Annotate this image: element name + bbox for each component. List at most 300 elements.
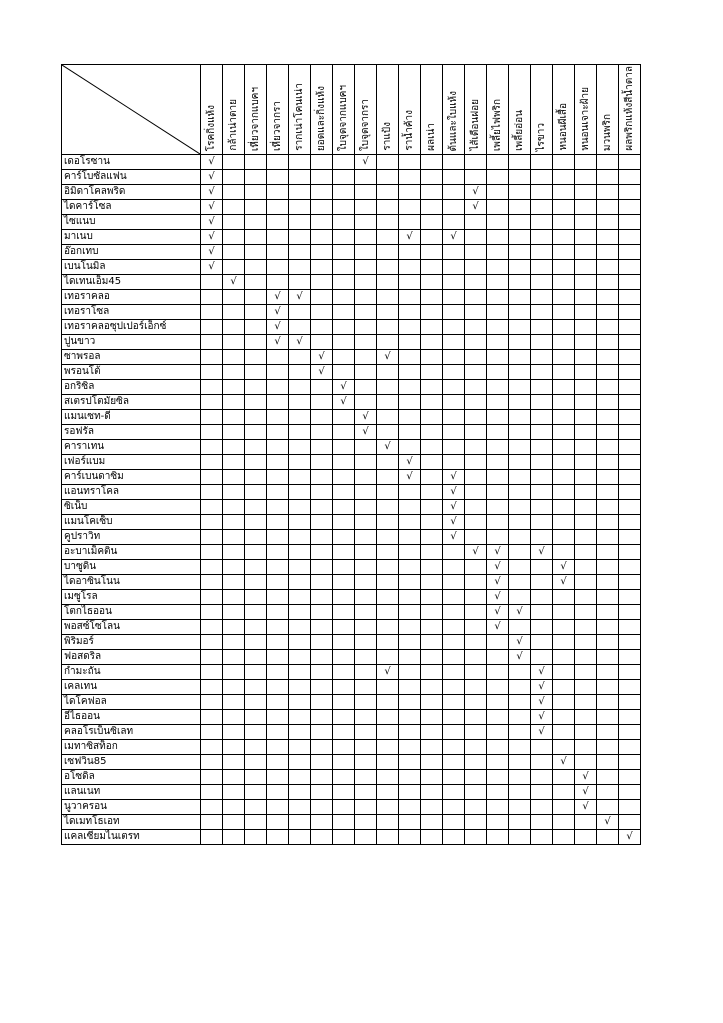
check-mark-cell: √ bbox=[531, 695, 553, 710]
empty-cell bbox=[333, 785, 355, 800]
chemical-name-cell: พิริมอร์ bbox=[62, 635, 201, 650]
empty-cell bbox=[223, 830, 245, 845]
empty-cell bbox=[311, 230, 333, 245]
empty-cell bbox=[597, 215, 619, 230]
empty-cell bbox=[531, 320, 553, 335]
empty-cell bbox=[355, 755, 377, 770]
empty-cell bbox=[399, 245, 421, 260]
empty-cell bbox=[399, 635, 421, 650]
empty-cell bbox=[201, 530, 223, 545]
empty-cell bbox=[377, 755, 399, 770]
empty-cell bbox=[399, 815, 421, 830]
empty-cell bbox=[597, 155, 619, 170]
empty-cell bbox=[289, 185, 311, 200]
check-mark-cell: √ bbox=[289, 335, 311, 350]
empty-cell bbox=[377, 590, 399, 605]
empty-cell bbox=[553, 545, 575, 560]
empty-cell bbox=[355, 245, 377, 260]
empty-cell bbox=[597, 485, 619, 500]
empty-cell bbox=[443, 755, 465, 770]
empty-cell bbox=[377, 515, 399, 530]
empty-cell bbox=[399, 755, 421, 770]
empty-cell bbox=[267, 830, 289, 845]
check-mark-cell: √ bbox=[465, 200, 487, 215]
empty-cell bbox=[201, 305, 223, 320]
empty-cell bbox=[421, 305, 443, 320]
empty-cell bbox=[465, 350, 487, 365]
empty-cell bbox=[201, 605, 223, 620]
empty-cell bbox=[223, 650, 245, 665]
empty-cell bbox=[421, 455, 443, 470]
empty-cell bbox=[245, 275, 267, 290]
empty-cell bbox=[201, 320, 223, 335]
empty-cell bbox=[289, 530, 311, 545]
empty-cell bbox=[531, 395, 553, 410]
empty-cell bbox=[487, 470, 509, 485]
empty-cell bbox=[289, 365, 311, 380]
empty-cell bbox=[245, 455, 267, 470]
table-row bbox=[62, 335, 641, 350]
empty-cell bbox=[223, 305, 245, 320]
empty-cell bbox=[509, 785, 531, 800]
empty-cell bbox=[377, 395, 399, 410]
chemical-name-cell: ซิเน็บ bbox=[62, 500, 201, 515]
empty-cell bbox=[487, 770, 509, 785]
empty-cell bbox=[553, 800, 575, 815]
empty-cell bbox=[333, 305, 355, 320]
empty-cell bbox=[575, 320, 597, 335]
empty-cell bbox=[399, 560, 421, 575]
check-mark-cell: √ bbox=[597, 815, 619, 830]
empty-cell bbox=[399, 485, 421, 500]
empty-cell bbox=[399, 545, 421, 560]
check-mark-cell: √ bbox=[267, 305, 289, 320]
column-header bbox=[487, 65, 509, 155]
empty-cell bbox=[223, 575, 245, 590]
column-header bbox=[619, 65, 641, 155]
check-mark-cell: √ bbox=[333, 380, 355, 395]
empty-cell bbox=[355, 215, 377, 230]
chemical-name-cell: อโซดิล bbox=[62, 770, 201, 785]
column-header-label: ไรขาว bbox=[535, 122, 547, 151]
empty-cell bbox=[619, 200, 641, 215]
table-row bbox=[62, 350, 641, 365]
empty-cell bbox=[619, 770, 641, 785]
empty-cell bbox=[245, 215, 267, 230]
empty-cell bbox=[355, 305, 377, 320]
empty-cell bbox=[421, 260, 443, 275]
empty-cell bbox=[443, 425, 465, 440]
empty-cell bbox=[553, 680, 575, 695]
empty-cell bbox=[619, 335, 641, 350]
empty-cell bbox=[421, 335, 443, 350]
empty-cell bbox=[377, 335, 399, 350]
empty-cell bbox=[289, 575, 311, 590]
empty-cell bbox=[421, 605, 443, 620]
empty-cell bbox=[619, 500, 641, 515]
empty-cell bbox=[575, 365, 597, 380]
empty-cell bbox=[421, 710, 443, 725]
empty-cell bbox=[443, 380, 465, 395]
empty-cell bbox=[421, 290, 443, 305]
empty-cell bbox=[311, 485, 333, 500]
table-row bbox=[62, 710, 641, 725]
table-row bbox=[62, 830, 641, 845]
empty-cell bbox=[289, 500, 311, 515]
empty-cell bbox=[465, 335, 487, 350]
chemical-name-cell: บาซูดิน bbox=[62, 560, 201, 575]
empty-cell bbox=[619, 305, 641, 320]
check-mark-cell: √ bbox=[553, 575, 575, 590]
empty-cell bbox=[267, 545, 289, 560]
empty-cell bbox=[223, 770, 245, 785]
empty-cell bbox=[597, 695, 619, 710]
empty-cell bbox=[267, 530, 289, 545]
empty-cell bbox=[289, 830, 311, 845]
empty-cell bbox=[399, 365, 421, 380]
empty-cell bbox=[399, 530, 421, 545]
empty-cell bbox=[355, 230, 377, 245]
column-header bbox=[223, 65, 245, 155]
empty-cell bbox=[223, 320, 245, 335]
empty-cell bbox=[289, 320, 311, 335]
empty-cell bbox=[509, 590, 531, 605]
empty-cell bbox=[487, 230, 509, 245]
empty-cell bbox=[531, 260, 553, 275]
empty-cell bbox=[223, 410, 245, 425]
empty-cell bbox=[377, 185, 399, 200]
empty-cell bbox=[443, 410, 465, 425]
empty-cell bbox=[443, 440, 465, 455]
empty-cell bbox=[619, 800, 641, 815]
empty-cell bbox=[465, 785, 487, 800]
empty-cell bbox=[531, 830, 553, 845]
check-mark-cell: √ bbox=[267, 290, 289, 305]
empty-cell bbox=[289, 665, 311, 680]
empty-cell bbox=[465, 155, 487, 170]
check-mark-cell: √ bbox=[201, 260, 223, 275]
empty-cell bbox=[531, 200, 553, 215]
empty-cell bbox=[443, 575, 465, 590]
empty-cell bbox=[311, 320, 333, 335]
empty-cell bbox=[201, 425, 223, 440]
empty-cell bbox=[443, 215, 465, 230]
empty-cell bbox=[487, 320, 509, 335]
empty-cell bbox=[619, 425, 641, 440]
empty-cell bbox=[201, 665, 223, 680]
empty-cell bbox=[575, 815, 597, 830]
empty-cell bbox=[421, 245, 443, 260]
empty-cell bbox=[377, 410, 399, 425]
empty-cell bbox=[443, 290, 465, 305]
empty-cell bbox=[597, 530, 619, 545]
empty-cell bbox=[597, 170, 619, 185]
chemical-name-cell: เทอราคลอ bbox=[62, 290, 201, 305]
chemical-name-cell: คาร์โบซัลแฟน bbox=[62, 170, 201, 185]
check-mark-cell: √ bbox=[377, 350, 399, 365]
empty-cell bbox=[311, 560, 333, 575]
empty-cell bbox=[597, 350, 619, 365]
empty-cell bbox=[487, 500, 509, 515]
empty-cell bbox=[355, 485, 377, 500]
empty-cell bbox=[465, 410, 487, 425]
empty-cell bbox=[289, 740, 311, 755]
empty-cell bbox=[267, 230, 289, 245]
empty-cell bbox=[553, 665, 575, 680]
empty-cell bbox=[487, 350, 509, 365]
chemical-name-cell: เบนโนมิล bbox=[62, 260, 201, 275]
empty-cell bbox=[311, 335, 333, 350]
empty-cell bbox=[421, 590, 443, 605]
empty-cell bbox=[421, 755, 443, 770]
table-row bbox=[62, 770, 641, 785]
empty-cell bbox=[201, 620, 223, 635]
empty-cell bbox=[531, 620, 553, 635]
empty-cell bbox=[245, 680, 267, 695]
empty-cell bbox=[421, 485, 443, 500]
empty-cell bbox=[597, 635, 619, 650]
empty-cell bbox=[575, 575, 597, 590]
empty-cell bbox=[377, 470, 399, 485]
empty-cell bbox=[355, 725, 377, 740]
empty-cell bbox=[399, 425, 421, 440]
empty-cell bbox=[421, 365, 443, 380]
empty-cell bbox=[531, 530, 553, 545]
empty-cell bbox=[465, 470, 487, 485]
empty-cell bbox=[443, 260, 465, 275]
empty-cell bbox=[267, 245, 289, 260]
empty-cell bbox=[531, 215, 553, 230]
empty-cell bbox=[267, 260, 289, 275]
empty-cell bbox=[223, 455, 245, 470]
empty-cell bbox=[355, 470, 377, 485]
empty-cell bbox=[201, 770, 223, 785]
empty-cell bbox=[597, 590, 619, 605]
table-row bbox=[62, 755, 641, 770]
empty-cell bbox=[421, 275, 443, 290]
empty-cell bbox=[421, 800, 443, 815]
empty-cell bbox=[619, 605, 641, 620]
empty-cell bbox=[245, 380, 267, 395]
empty-cell bbox=[333, 185, 355, 200]
empty-cell bbox=[399, 680, 421, 695]
empty-cell bbox=[487, 515, 509, 530]
empty-cell bbox=[399, 830, 421, 845]
empty-cell bbox=[355, 350, 377, 365]
empty-cell bbox=[245, 200, 267, 215]
chemical-name-cell: ไดคาร์โซล bbox=[62, 200, 201, 215]
empty-cell bbox=[289, 425, 311, 440]
empty-cell bbox=[465, 740, 487, 755]
empty-cell bbox=[377, 215, 399, 230]
empty-cell bbox=[267, 710, 289, 725]
empty-cell bbox=[311, 680, 333, 695]
empty-cell bbox=[421, 215, 443, 230]
empty-cell bbox=[509, 335, 531, 350]
empty-cell bbox=[245, 440, 267, 455]
empty-cell bbox=[311, 725, 333, 740]
empty-cell bbox=[487, 155, 509, 170]
empty-cell bbox=[531, 590, 553, 605]
empty-cell bbox=[333, 620, 355, 635]
empty-cell bbox=[421, 410, 443, 425]
empty-cell bbox=[509, 665, 531, 680]
empty-cell bbox=[509, 545, 531, 560]
empty-cell bbox=[245, 815, 267, 830]
empty-cell bbox=[377, 560, 399, 575]
empty-cell bbox=[399, 710, 421, 725]
empty-cell bbox=[619, 410, 641, 425]
empty-cell bbox=[619, 530, 641, 545]
empty-cell bbox=[619, 710, 641, 725]
empty-cell bbox=[465, 650, 487, 665]
empty-cell bbox=[619, 665, 641, 680]
check-mark-cell: √ bbox=[443, 470, 465, 485]
empty-cell bbox=[377, 770, 399, 785]
empty-cell bbox=[311, 665, 333, 680]
empty-cell bbox=[553, 365, 575, 380]
empty-cell bbox=[443, 320, 465, 335]
empty-cell bbox=[619, 545, 641, 560]
empty-cell bbox=[377, 365, 399, 380]
empty-cell bbox=[619, 755, 641, 770]
empty-cell bbox=[553, 470, 575, 485]
empty-cell bbox=[399, 170, 421, 185]
empty-cell bbox=[487, 170, 509, 185]
check-mark-cell: √ bbox=[531, 725, 553, 740]
empty-cell bbox=[355, 500, 377, 515]
table-body bbox=[62, 155, 641, 845]
empty-cell bbox=[289, 815, 311, 830]
empty-cell bbox=[267, 605, 289, 620]
check-mark-cell: √ bbox=[443, 515, 465, 530]
chemical-name-cell: อกริซิล bbox=[62, 380, 201, 395]
empty-cell bbox=[223, 800, 245, 815]
empty-cell bbox=[333, 605, 355, 620]
column-header bbox=[421, 65, 443, 155]
empty-cell bbox=[531, 515, 553, 530]
empty-cell bbox=[619, 695, 641, 710]
empty-cell bbox=[355, 170, 377, 185]
empty-cell bbox=[531, 350, 553, 365]
empty-cell bbox=[465, 440, 487, 455]
check-mark-cell: √ bbox=[399, 470, 421, 485]
empty-cell bbox=[223, 815, 245, 830]
chemical-name-cell: ไดอาซินโนน bbox=[62, 575, 201, 590]
empty-cell bbox=[575, 740, 597, 755]
empty-cell bbox=[289, 545, 311, 560]
empty-cell bbox=[509, 410, 531, 425]
check-mark-cell: √ bbox=[311, 365, 333, 380]
empty-cell bbox=[531, 605, 553, 620]
check-mark-cell: √ bbox=[377, 665, 399, 680]
empty-cell bbox=[553, 455, 575, 470]
table-row bbox=[62, 170, 641, 185]
empty-cell bbox=[333, 485, 355, 500]
empty-cell bbox=[245, 395, 267, 410]
column-header-label: ยอดและกิ่งแห้ง bbox=[315, 85, 327, 151]
empty-cell bbox=[267, 425, 289, 440]
check-mark-cell: √ bbox=[531, 680, 553, 695]
empty-cell bbox=[487, 665, 509, 680]
empty-cell bbox=[597, 605, 619, 620]
empty-cell bbox=[553, 785, 575, 800]
empty-cell bbox=[377, 485, 399, 500]
empty-cell bbox=[355, 815, 377, 830]
empty-cell bbox=[267, 170, 289, 185]
column-header bbox=[377, 65, 399, 155]
empty-cell bbox=[575, 290, 597, 305]
empty-cell bbox=[377, 710, 399, 725]
empty-cell bbox=[245, 770, 267, 785]
empty-cell bbox=[509, 275, 531, 290]
empty-cell bbox=[311, 275, 333, 290]
table-row bbox=[62, 470, 641, 485]
check-mark-cell: √ bbox=[509, 635, 531, 650]
empty-cell bbox=[509, 170, 531, 185]
empty-cell bbox=[333, 230, 355, 245]
empty-cell bbox=[421, 350, 443, 365]
empty-cell bbox=[377, 530, 399, 545]
empty-cell bbox=[443, 650, 465, 665]
empty-cell bbox=[245, 530, 267, 545]
empty-cell bbox=[333, 500, 355, 515]
empty-cell bbox=[619, 470, 641, 485]
empty-cell bbox=[355, 785, 377, 800]
empty-cell bbox=[289, 200, 311, 215]
empty-cell bbox=[333, 320, 355, 335]
empty-cell bbox=[289, 515, 311, 530]
empty-cell bbox=[421, 680, 443, 695]
empty-cell bbox=[575, 560, 597, 575]
empty-cell bbox=[443, 800, 465, 815]
empty-cell bbox=[509, 770, 531, 785]
empty-cell bbox=[223, 185, 245, 200]
empty-cell bbox=[311, 410, 333, 425]
empty-cell bbox=[531, 455, 553, 470]
empty-cell bbox=[509, 380, 531, 395]
empty-cell bbox=[201, 290, 223, 305]
table-row bbox=[62, 455, 641, 470]
chemical-name-cell: เทอราคลอซุปเปอร์เอ็กซ์ bbox=[62, 320, 201, 335]
empty-cell bbox=[443, 695, 465, 710]
column-header-label: ต้นและใบแห้ง bbox=[447, 90, 459, 151]
empty-cell bbox=[201, 485, 223, 500]
empty-cell bbox=[245, 230, 267, 245]
empty-cell bbox=[553, 245, 575, 260]
empty-cell bbox=[575, 590, 597, 605]
empty-cell bbox=[619, 365, 641, 380]
table-row bbox=[62, 530, 641, 545]
empty-cell bbox=[443, 245, 465, 260]
empty-cell bbox=[465, 770, 487, 785]
empty-cell bbox=[245, 545, 267, 560]
column-header bbox=[531, 65, 553, 155]
column-header bbox=[509, 65, 531, 155]
chemical-name-cell: อะบาเม็คติน bbox=[62, 545, 201, 560]
empty-cell bbox=[355, 545, 377, 560]
empty-cell bbox=[201, 395, 223, 410]
check-mark-cell: √ bbox=[201, 230, 223, 245]
empty-cell bbox=[333, 275, 355, 290]
header-row bbox=[62, 65, 641, 155]
empty-cell bbox=[619, 740, 641, 755]
empty-cell bbox=[597, 770, 619, 785]
column-header bbox=[311, 65, 333, 155]
empty-cell bbox=[355, 380, 377, 395]
check-mark-cell: √ bbox=[223, 275, 245, 290]
check-mark-cell: √ bbox=[443, 500, 465, 515]
